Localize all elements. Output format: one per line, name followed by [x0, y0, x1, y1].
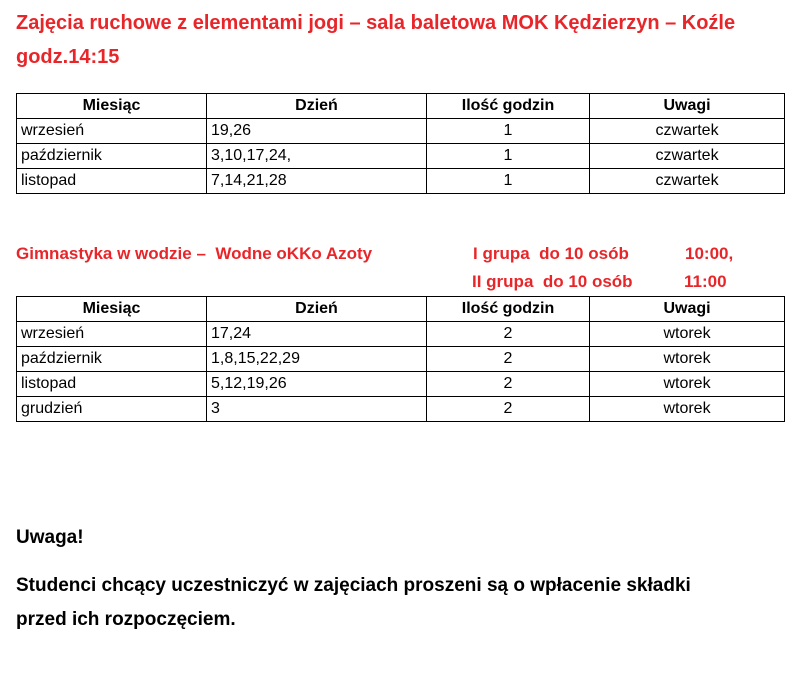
schedule-table-water-gym — [16, 296, 785, 422]
notice-line-1: Studenci chcący uczestniczyć w zajęciach proszeni są o wpłacenie składki — [16, 575, 691, 596]
cell-day: 1,8,15,22,29 — [207, 347, 427, 372]
cell-month: październik — [17, 347, 207, 372]
cell-notes: czwartek — [590, 144, 785, 169]
header-notes: Uwagi — [590, 94, 785, 119]
cell-hours: 1 — [427, 144, 590, 169]
header-hours: Ilość godzin — [427, 94, 590, 119]
table-row — [17, 397, 785, 422]
cell-notes: wtorek — [590, 372, 785, 397]
cell-notes: wtorek — [590, 397, 785, 422]
section2-title: Gimnastyka w wodzie – Wodne oKKo Azoty — [16, 244, 373, 263]
title-line-1: Zajęcia ruchowe z elementami jogi – sala baletowa MOK Kędzierzyn – Koźle — [16, 12, 736, 34]
cell-notes: wtorek — [590, 322, 785, 347]
cell-month: grudzień — [17, 397, 207, 422]
header-month: Miesiąc — [17, 94, 207, 119]
section2-group2: II grupa do 10 osób — [472, 272, 633, 291]
table-row — [17, 119, 785, 144]
table-row — [17, 144, 785, 169]
table-header-row — [17, 297, 785, 322]
title-line-2: godz.14:15 — [16, 46, 120, 68]
cell-month: listopad — [17, 372, 207, 397]
header-month: Miesiąc — [17, 297, 207, 322]
cell-notes: czwartek — [590, 119, 785, 144]
section2-group1: I grupa do 10 osób — [473, 244, 629, 263]
cell-day: 7,14,21,28 — [207, 169, 427, 194]
section2-time2: 11:00 — [684, 272, 727, 291]
header-notes: Uwagi — [590, 297, 785, 322]
cell-month: wrzesień — [17, 322, 207, 347]
table-row — [17, 372, 785, 397]
notice-heading: Uwaga! — [16, 527, 84, 548]
section2-time1: 10:00, — [685, 244, 734, 263]
page-title — [16, 6, 786, 74]
cell-notes: wtorek — [590, 347, 785, 372]
cell-day: 3 — [207, 397, 427, 422]
schedule-table-yoga — [16, 93, 785, 194]
cell-month: wrzesień — [17, 119, 207, 144]
header-day: Dzień — [207, 94, 427, 119]
notice-line-2: przed ich rozpoczęciem. — [16, 609, 236, 630]
cell-hours: 2 — [427, 372, 590, 397]
header-day: Dzień — [207, 297, 427, 322]
table-row — [17, 347, 785, 372]
cell-day: 19,26 — [207, 119, 427, 144]
cell-day: 5,12,19,26 — [207, 372, 427, 397]
header-hours: Ilość godzin — [427, 297, 590, 322]
cell-hours: 1 — [427, 169, 590, 194]
cell-day: 3,10,17,24, — [207, 144, 427, 169]
cell-day: 17,24 — [207, 322, 427, 347]
cell-month: październik — [17, 144, 207, 169]
cell-hours: 2 — [427, 322, 590, 347]
table-header-row — [17, 94, 785, 119]
cell-hours: 2 — [427, 397, 590, 422]
cell-hours: 2 — [427, 347, 590, 372]
cell-hours: 1 — [427, 119, 590, 144]
cell-month: listopad — [17, 169, 207, 194]
table-row — [17, 322, 785, 347]
cell-notes: czwartek — [590, 169, 785, 194]
table-row — [17, 169, 785, 194]
